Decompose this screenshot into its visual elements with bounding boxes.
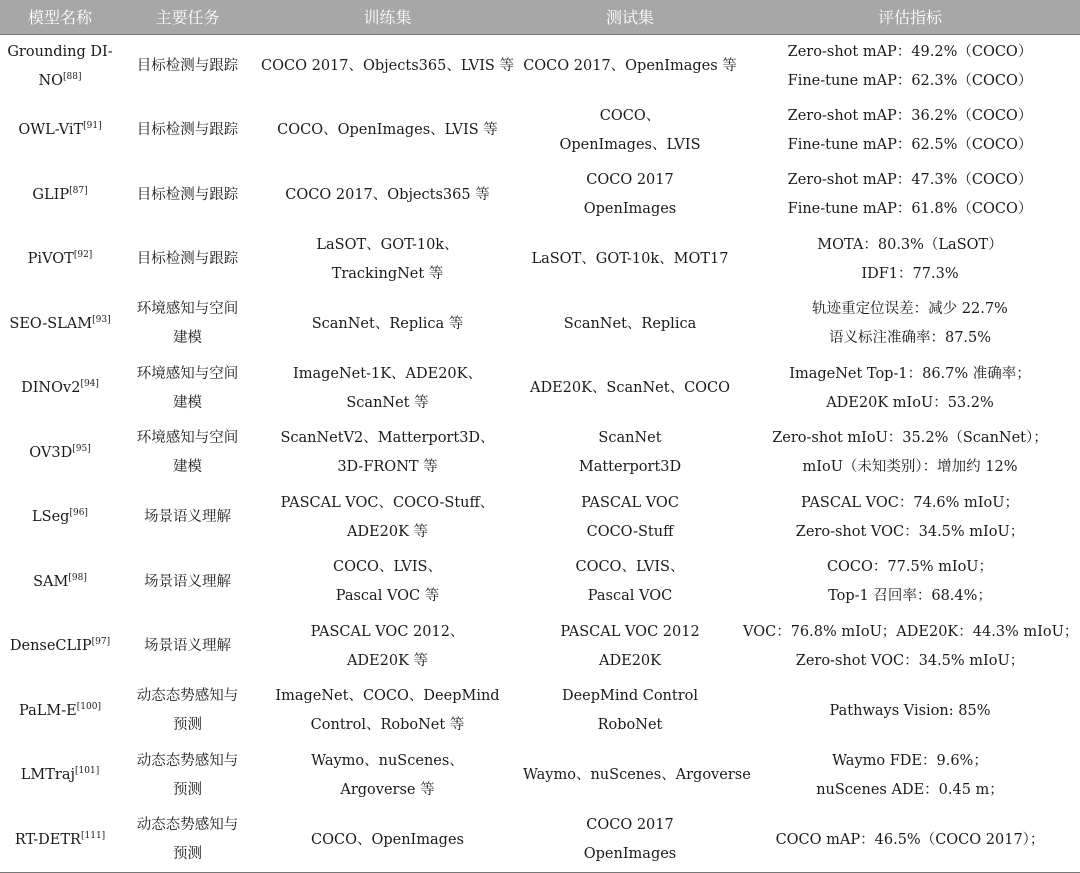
test-set-cell xyxy=(520,550,740,615)
training-set-line: ScanNet 等 xyxy=(346,394,429,411)
main-task-line: 场景语义理解 xyxy=(144,509,231,526)
metrics-line: Zero-shot mIoU：35.2%（ScanNet）； xyxy=(772,430,1048,447)
test-set-line: RoboNet xyxy=(597,717,663,734)
model-name: DINOv2 xyxy=(21,380,81,397)
metrics-cell xyxy=(740,679,1080,744)
metrics-line: 轨迹重定位误差：减少 22.7% xyxy=(812,301,1008,318)
metrics-line: Zero-shot mAP：49.2%（COCO） xyxy=(787,43,1033,60)
test-set-line: ScanNet、Replica xyxy=(563,315,697,332)
main-task-line: 预测 xyxy=(173,846,202,862)
test-set-cell xyxy=(520,421,740,486)
main-task-line: 场景语义理解 xyxy=(144,638,231,655)
metrics-line: Fine-tune mAP：62.3%（COCO） xyxy=(787,72,1033,89)
metrics-cell xyxy=(740,163,1080,228)
model-name-cell xyxy=(0,615,120,680)
test-set-line: COCO 2017、OpenImages 等 xyxy=(523,58,737,74)
training-set-line: TrackingNet 等 xyxy=(331,265,444,282)
training-set-cell xyxy=(255,615,520,680)
test-set-cell xyxy=(520,357,740,422)
metrics-line: mIoU（未知类别）：增加约 12% xyxy=(802,459,1018,476)
model-name: LMTraj xyxy=(20,767,76,784)
metrics-line: MOTA：80.3%（LaSOT） xyxy=(817,236,1003,253)
test-set-cell xyxy=(520,99,740,164)
training-set-line: COCO、OpenImages、LVIS 等 xyxy=(277,122,498,139)
training-set-line: Pascal VOC 等 xyxy=(335,588,440,605)
test-set-line: Pascal VOC xyxy=(587,588,673,605)
main-task-line: 动态态势感知与 xyxy=(136,752,239,769)
metrics-cell xyxy=(740,486,1080,551)
metrics-cell xyxy=(740,99,1080,164)
model-name-cell xyxy=(0,292,120,357)
table-row xyxy=(0,163,1080,228)
table-row xyxy=(0,357,1080,422)
training-set-line: COCO 2017、Objects365、LVIS 等 xyxy=(261,58,514,74)
model-name-cell xyxy=(0,421,120,486)
model-name: RT-DETR xyxy=(14,831,81,848)
table-body xyxy=(0,34,1080,873)
metrics-line: VOC：76.8% mIoU；ADE20K：44.3% mIoU； xyxy=(743,623,1079,640)
metrics-line: COCO mAP：46.5%（COCO 2017）； xyxy=(775,831,1045,848)
training-set-line: ScanNet、Replica 等 xyxy=(311,315,464,332)
model-name-cell xyxy=(0,808,120,873)
main-task-cell xyxy=(120,744,255,809)
header-metrics: 评估指标 xyxy=(877,8,942,28)
main-task-cell xyxy=(120,421,255,486)
training-set-line: ADE20K 等 xyxy=(346,523,429,540)
reference-number: [97] xyxy=(91,637,111,648)
test-set-line: LaSOT、GOT-10k、MOT17 xyxy=(531,251,729,268)
reference-number: [96] xyxy=(69,508,88,519)
header-model-name: 模型名称 xyxy=(27,8,92,28)
main-task-line: 目标检测与跟踪 xyxy=(136,186,239,203)
training-set-cell xyxy=(255,99,520,164)
table-row xyxy=(0,615,1080,680)
main-task-line: 预测 xyxy=(173,717,202,734)
training-set-cell xyxy=(255,34,520,99)
test-set-line: OpenImages xyxy=(583,846,677,862)
training-set-line: COCO 2017、Objects365 等 xyxy=(285,186,490,203)
training-set-cell xyxy=(255,292,520,357)
test-set-line: OpenImages、LVIS xyxy=(559,136,701,153)
training-set-cell xyxy=(255,679,520,744)
table-row xyxy=(0,486,1080,551)
main-task-line: 建模 xyxy=(173,394,202,411)
main-task-cell xyxy=(120,615,255,680)
model-name: OWL-ViT xyxy=(18,122,84,139)
metrics-line: Pathways Vision: 85% xyxy=(829,702,991,719)
metrics-line: IDF1：77.3% xyxy=(861,265,959,282)
metrics-line: Zero-shot VOC：34.5% mIoU； xyxy=(795,523,1025,540)
training-set-line: PASCAL VOC、COCO-Stuff、 xyxy=(280,494,495,511)
metrics-line: 语义标注准确率：87.5% xyxy=(828,330,992,347)
metrics-line: Zero-shot mAP：47.3%（COCO） xyxy=(787,172,1033,189)
main-task-line: 环境感知与空间 xyxy=(136,430,239,447)
test-set-line: ADE20K xyxy=(599,652,661,669)
table-header xyxy=(0,0,1080,34)
model-name: OV3D xyxy=(29,444,73,461)
training-set-line: ImageNet-1K、ADE20K、 xyxy=(292,365,482,382)
main-task-line: 目标检测与跟踪 xyxy=(136,58,239,74)
reference-number: [94] xyxy=(80,379,99,390)
metrics-cell xyxy=(740,357,1080,422)
metrics-line: ImageNet Top-1：86.7% 准确率； xyxy=(789,365,1031,382)
reference-number: [101] xyxy=(75,766,100,777)
main-task-line: 场景语义理解 xyxy=(144,573,231,590)
main-task-cell xyxy=(120,679,255,744)
model-name: GLIP xyxy=(32,186,70,203)
test-set-cell xyxy=(520,228,740,293)
test-set-cell xyxy=(520,34,740,99)
training-set-line: Waymo、nuScenes、 xyxy=(311,752,464,769)
training-set-line: LaSOT、GOT-10k、 xyxy=(316,236,459,253)
test-set-cell xyxy=(520,292,740,357)
main-task-line: 环境感知与空间 xyxy=(136,365,239,382)
test-set-cell xyxy=(520,679,740,744)
model-name: DenseCLIP xyxy=(9,638,92,655)
main-task-line: 动态态势感知与 xyxy=(136,817,239,833)
model-name: LSeg xyxy=(32,509,70,526)
training-set-line: ScanNetV2、Matterport3D、 xyxy=(280,430,495,447)
main-task-cell xyxy=(120,486,255,551)
test-set-line: Waymo、nuScenes、Argoverse xyxy=(523,767,751,784)
test-set-line: Matterport3D xyxy=(578,459,682,476)
test-set-line: PASCAL VOC 2012 xyxy=(560,623,700,640)
test-set-line: PASCAL VOC xyxy=(581,494,679,511)
reference-number: [111] xyxy=(80,830,106,841)
metrics-line: Fine-tune mAP：61.8%（COCO） xyxy=(787,201,1033,218)
reference-number: [100] xyxy=(76,701,101,712)
header-row xyxy=(0,0,1080,34)
metrics-cell xyxy=(740,34,1080,99)
model-name: Grounding DI-NO xyxy=(7,43,113,89)
test-set-line: COCO、 xyxy=(599,107,661,124)
reference-number: [88] xyxy=(63,71,82,82)
main-task-line: 建模 xyxy=(173,330,202,347)
test-set-cell xyxy=(520,486,740,551)
model-name-cell xyxy=(0,99,120,164)
table-row xyxy=(0,292,1080,357)
main-task-line: 动态态势感知与 xyxy=(136,688,239,705)
model-name-cell xyxy=(0,550,120,615)
model-name-cell xyxy=(0,163,120,228)
metrics-line: Top-1 召回率：68.4%； xyxy=(828,588,992,605)
metrics-cell xyxy=(740,228,1080,293)
reference-number: [92] xyxy=(73,250,93,261)
test-set-cell xyxy=(520,808,740,873)
reference-number: [95] xyxy=(72,443,91,454)
table-row xyxy=(0,550,1080,615)
training-set-line: Control、RoboNet 等 xyxy=(310,717,465,734)
test-set-line: COCO-Stuff xyxy=(586,523,674,540)
main-task-cell xyxy=(120,550,255,615)
test-set-line: COCO 2017 xyxy=(586,172,674,189)
metrics-line: Zero-shot VOC：34.5% mIoU； xyxy=(795,652,1025,669)
header-training-set: 训练集 xyxy=(363,8,412,28)
table-row xyxy=(0,808,1080,873)
reference-number: [93] xyxy=(92,314,111,325)
model-name: SAM xyxy=(33,573,69,590)
training-set-cell xyxy=(255,550,520,615)
reference-number: [87] xyxy=(69,185,88,196)
training-set-cell xyxy=(255,228,520,293)
metrics-cell xyxy=(740,421,1080,486)
test-set-line: COCO、LVIS、 xyxy=(575,559,685,576)
training-set-line: PASCAL VOC 2012、 xyxy=(310,623,465,640)
metrics-cell xyxy=(740,292,1080,357)
training-set-cell xyxy=(255,163,520,228)
model-name-cell xyxy=(0,744,120,809)
table-row xyxy=(0,228,1080,293)
training-set-line: ADE20K 等 xyxy=(346,652,429,669)
training-set-cell xyxy=(255,357,520,422)
training-set-cell xyxy=(255,808,520,873)
model-name-cell xyxy=(0,679,120,744)
metrics-line: Zero-shot mAP：36.2%（COCO） xyxy=(787,107,1033,124)
main-task-cell xyxy=(120,357,255,422)
main-task-cell xyxy=(120,34,255,99)
metrics-line: COCO：77.5% mIoU； xyxy=(826,559,994,576)
table-row xyxy=(0,679,1080,744)
training-set-line: Argoverse 等 xyxy=(340,781,435,798)
test-set-line: COCO 2017 xyxy=(586,817,674,833)
metrics-cell xyxy=(740,550,1080,615)
training-set-cell xyxy=(255,421,520,486)
header-test-set: 测试集 xyxy=(605,8,654,28)
table-row xyxy=(0,99,1080,164)
metrics-cell xyxy=(740,615,1080,680)
training-set-line: ImageNet、COCO、DeepMind xyxy=(275,688,500,705)
model-name: SEO-SLAM xyxy=(9,315,93,332)
model-name: PaLM-E xyxy=(19,702,77,719)
metrics-cell xyxy=(740,744,1080,809)
test-set-line: DeepMind Control xyxy=(561,688,699,705)
reference-number: [98] xyxy=(68,572,87,583)
test-set-cell xyxy=(520,163,740,228)
main-task-line: 环境感知与空间 xyxy=(136,301,239,318)
test-set-cell xyxy=(520,615,740,680)
table-row xyxy=(0,34,1080,99)
metrics-cell xyxy=(740,808,1080,873)
reference-number: [91] xyxy=(83,121,102,132)
training-set-cell xyxy=(255,486,520,551)
training-set-line: 3D-FRONT 等 xyxy=(337,459,438,476)
model-name-cell xyxy=(0,228,120,293)
main-task-line: 目标检测与跟踪 xyxy=(136,122,239,139)
metrics-line: Waymo FDE：9.6%； xyxy=(832,752,988,769)
metrics-line: PASCAL VOC：74.6% mIoU； xyxy=(801,494,1019,511)
table-row xyxy=(0,744,1080,809)
model-name-cell xyxy=(0,357,120,422)
training-set-line: COCO、OpenImages xyxy=(311,831,464,848)
test-set-line: ADE20K、ScanNet、COCO xyxy=(529,380,731,397)
test-set-cell xyxy=(520,744,751,809)
metrics-line: ADE20K mIoU：53.2% xyxy=(826,394,994,411)
main-task-line: 建模 xyxy=(173,459,202,476)
model-name-cell xyxy=(0,34,120,99)
training-set-cell xyxy=(255,744,520,809)
main-task-cell xyxy=(120,228,255,293)
test-set-line: OpenImages xyxy=(583,201,677,218)
metrics-line: nuScenes ADE：0.45 m； xyxy=(816,781,1004,798)
model-name: PiVOT xyxy=(27,251,74,268)
metrics-line: Fine-tune mAP：62.5%（COCO） xyxy=(787,136,1033,153)
main-task-cell xyxy=(120,292,255,357)
header-main-task: 主要任务 xyxy=(155,8,220,28)
test-set-line: ScanNet xyxy=(598,430,662,447)
main-task-line: 预测 xyxy=(173,781,202,798)
main-task-cell xyxy=(120,808,255,873)
model-name-cell xyxy=(0,486,120,551)
main-task-cell xyxy=(120,99,255,164)
main-task-line: 目标检测与跟踪 xyxy=(136,251,239,268)
training-set-line: COCO、LVIS、 xyxy=(332,559,442,576)
main-task-cell xyxy=(120,163,255,228)
table-row xyxy=(0,421,1080,486)
